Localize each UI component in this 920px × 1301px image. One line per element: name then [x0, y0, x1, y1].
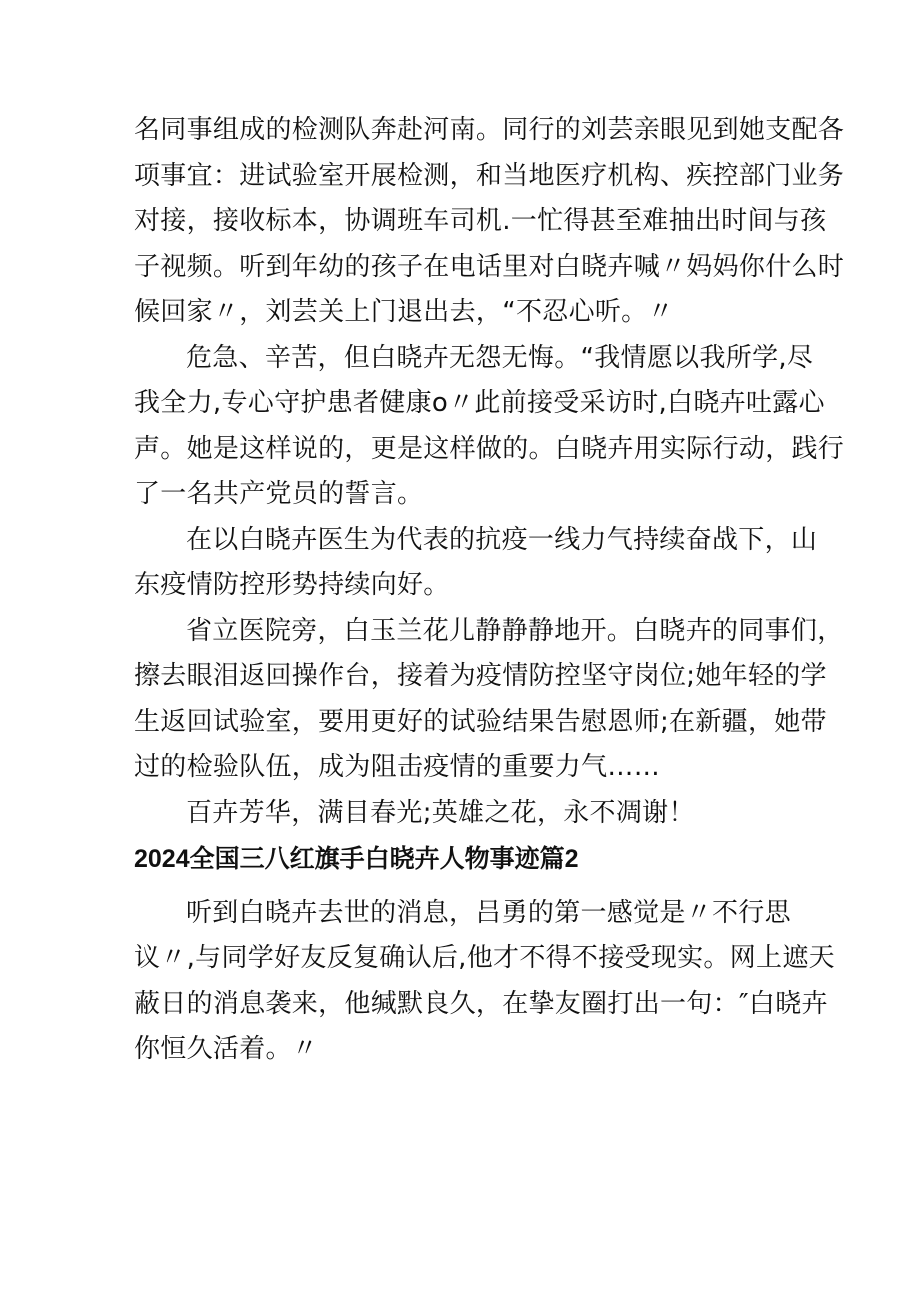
paragraph-line: 你恒久活着。〃 [134, 1034, 319, 1064]
paragraph-line: 过的检验队伍，成为阻击疫情的重要力气…… [134, 752, 661, 782]
paragraph-3 [134, 518, 818, 609]
paragraph-line: 候回家〃，刘芸关上门退出去，“不忍心听。〃 [134, 297, 674, 327]
document-body [134, 108, 845, 1073]
paragraph-line: 蔽日的消息袭来，他缄默良久，在挚友圈打出一句：″白晓卉 [134, 988, 828, 1019]
paragraph-line: 对接，接收标本，协调班车司机.一忙得甚至难抽出时间与孩 [134, 206, 827, 236]
paragraph-4 [134, 609, 844, 791]
paragraph-line: 在以白晓卉医生为代表的抗疫一线力气持续奋战下，山 [186, 524, 818, 555]
paragraph-line: 议〃,与同学好友反复确认后,他才不得不接受现实。网上遮天 [134, 943, 835, 973]
paragraph-1 [134, 108, 845, 336]
paragraph-5 [134, 791, 794, 837]
paragraph-line: 擦去眼泪返回操作台，接着为疫情防控坚守岗位;她年轻的学 [134, 661, 827, 691]
paragraph-line: 了一名共产党员的誓言。 [134, 479, 424, 509]
heading-year: 2024 [134, 845, 190, 873]
section-heading [134, 836, 794, 883]
heading-title: 全国三八红旗手白晓卉人物事迹篇 [189, 844, 565, 873]
paragraph-line: 东疫情防控形势持续向好。 [134, 570, 450, 600]
paragraph-line: 生返回试验室，要用更好的试验结果告慰恩师;在新疆，她带 [134, 706, 827, 737]
paragraph-line: 项事宜：进试验室开展检测，和当地医疗机构、疾控部门业务 [134, 160, 845, 191]
paragraph-line: 我全力,专心守护患者健康o〃此前接受采访时,白晓卉吐露心 [134, 388, 825, 418]
paragraph-line: 子视频。听到年幼的孩子在电话里对白晓卉喊〃妈妈你什么时 [134, 251, 845, 282]
heading-number: 2 [564, 845, 579, 873]
paragraph-line: 听到白晓卉去世的消息，吕勇的第一感觉是〃不行思 [186, 897, 791, 928]
paragraph-line: 省立医院旁，白玉兰花儿静静静地开。白晓卉的同事们， [186, 615, 844, 646]
paragraph-line: 声。她是这样说的，更是这样做的。白晓卉用实际行动，践行 [134, 433, 845, 464]
paragraph-line: 百卉芳华，满目春光;英雄之花，永不凋谢！ [186, 797, 695, 828]
paragraph-line: 危急、辛苦，但白晓卉无怨无悔。“我情愿以我所学,尽 [186, 342, 814, 373]
paragraph-6 [134, 891, 835, 1073]
paragraph-2 [134, 336, 845, 518]
paragraph-line: 名同事组成的检测队奔赴河南。同行的刘芸亲眼见到她支配各 [134, 115, 845, 145]
